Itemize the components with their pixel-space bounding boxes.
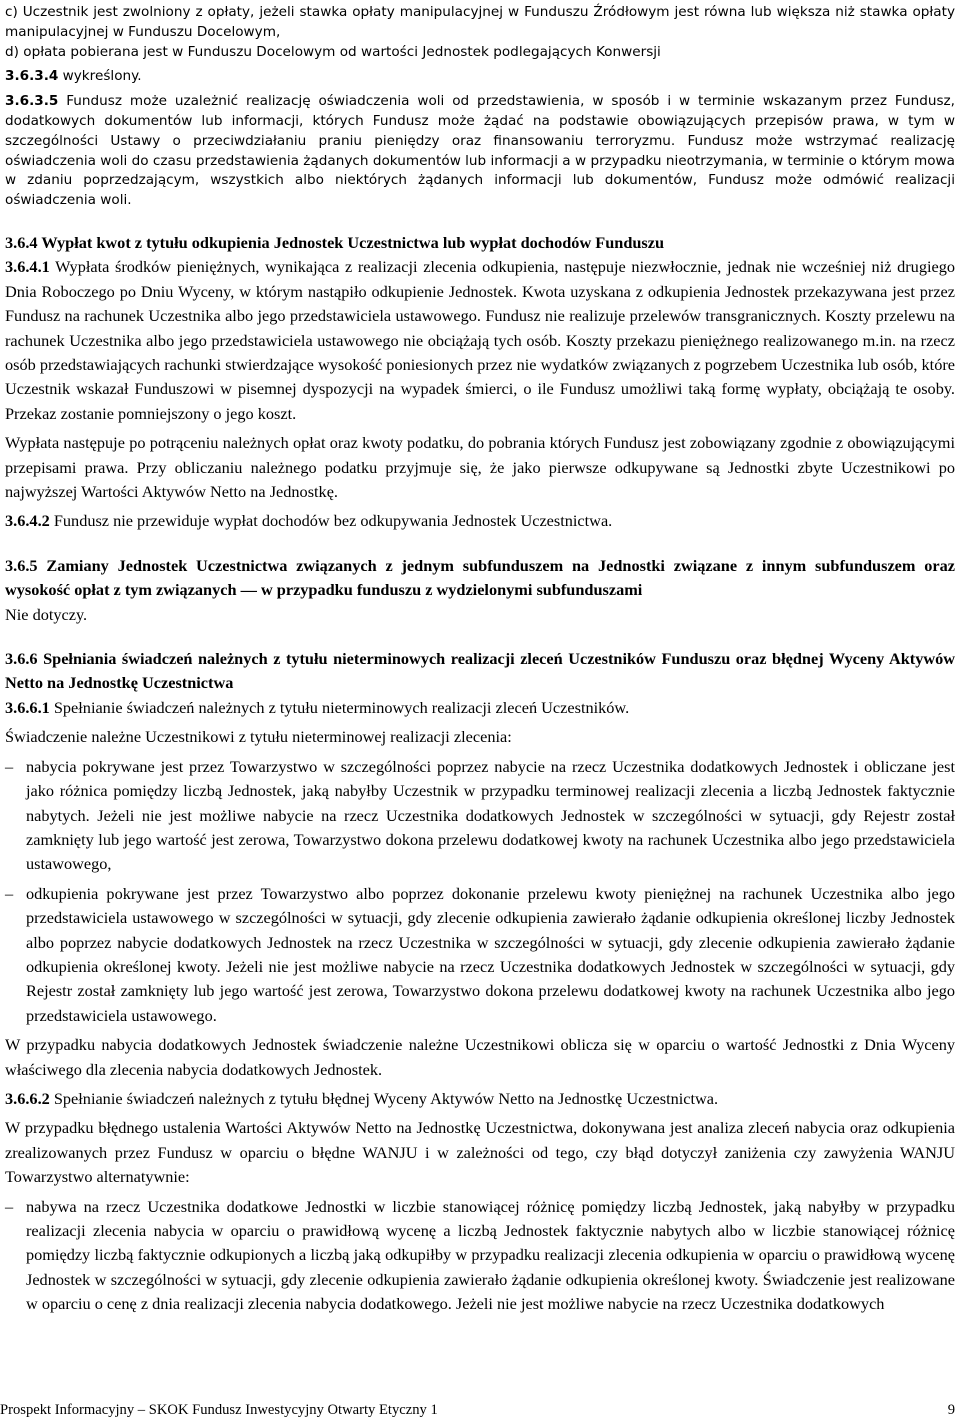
section-number: 3.6.3.4 [5,68,59,85]
dash-item-text: nabycia pokrywane jest przez Towarzystwo w szczególności poprzez nabycie na rzecz Uczestnika dodatkowych Jednostek i obliczane jest jako różnica pomiędzy liczbą Jednostek, jaką nabyłby Uczestnik w przypadku terminowej realizacji zlecenia a liczbą Jednostek faktycznie nabytych. Jeżeli nie jest możliwe nabycie na rzecz Uczestnika dodatkowych Jednostek w szczególności w sytuacji, gdy Rejestr został zamknięty lub jego wartość jest zerowa, Towarzystwo dokona przelewu dodatkowej kwoty na rachunek Uczestnika albo jego przedstawiciela ustawowego, [26,756,955,874]
list-c-d [5,3,955,62]
dash-item-text: odkupienia pokrywane jest przez Towarzystwo albo poprzez dokonanie przelewu kwoty pieniężnej na rachunek Uczestnika albo jego przedstawiciela ustawowego w szczególności w sytuacji, gdy zlecenie odkupienia zawierało żądanie odkupienia określonej liczby Jednostek albo poprzez nabycie dodatkowych Jednostek na rzecz Uczestnika w szczególności w sytuacji, gdy zlecenie odkupienia zawierało żądanie odkupienia określonej kwoty. Jeżeli nie jest możliwe nabycie na rzecz Uczestnika dodatkowych Jednostek w szczególności w sytuacji, gdy Rejestr został zamknięty lub jego wartość jest zerowa, Towarzystwo dokona przelewu dodatkowej kwoty na rachunek Uczestnika albo jego przedstawiciela ustawowego. [26,883,955,1025]
paragraph-wyplata: Wypłata następuje po potrąceniu należnych opłat oraz kwoty podatku, do pobrania których Fundusz jest zobowiązany zgodnie z obowiązującymi przepisami prawa. Przy obliczaniu należnego podatku przyjmuje się, że jako pierwsze odkupywane są Jednostki zbyte Uczestnikowi po najwyższej Wartości Aktywów Netto na Jednostkę. [5,433,955,502]
paragraph-w-przypadku-bledu: W przypadku błędnego ustalenia Wartości Aktywów Netto na Jednostkę Uczestnictwa, dokonywana jest analiza zleceń nabycia oraz odkupienia zrealizowanych przez Fundusz w oparciu o błędne WANJU i w zależności od tego, czy błąd dotyczył zaniżenia czy zawyżenia WANJU Towarzystwo alternatywnie: [5,1118,955,1187]
dash-item-odkupienia [5,882,955,1028]
paragraph-3-6-6-2 [5,1087,955,1111]
section-text: Fundusz może uzależnić realizację oświadczenia woli od przedstawienia, w sposób i w terminie wskazanym przez Fundusz, dodatkowych dokumentów lub informacji, których Fundusz może żądać na podstawie obowiązujących przepisów prawa, w tym w szczególności Ustawy o przeciwdziałaniu praniu pieniędzy oraz finansowaniu terroryzmu. Fundusz może wstrzymać realizację oświadczenia woli do czasu przedstawienia żądanych dokumentów lub informacji a w przypadku nieotrzymania, w terminie o którym mowa w zdaniu poprzedzającym, wszystkich albo niektórych żądanych informacji lub dokumentów, Fundusz może odmówić realizacji oświadczenia woli. [5,93,955,209]
heading-3-6-5: 3.6.5 Zamiany Jednostek Uczestnictwa związanych z jednym subfunduszem na Jednostki związane z innym subfunduszem oraz wysokość opłat z tym związanych — w przypadku funduszu z wydzielonymi subfunduszami [5,555,955,600]
paragraph-3-6-6-1 [5,696,955,720]
section-number: 3.6.3.5 [5,93,59,110]
dash-bullet: – [5,883,14,903]
section-number: 3.6.6.1 [5,697,50,717]
dash-item-nabycia [5,755,955,877]
section-text: Spełnianie świadczeń należnych z tytułu błędnej Wyceny Aktywów Netto na Jednostkę Uczestnictwa. [49,1088,719,1108]
section-number: 3.6.4.1 [5,257,50,277]
paragraph-3-6-4-1 [5,255,955,426]
paragraph-swiadczenie: Świadczenie należne Uczestnikowi z tytułu nieterminowej realizacji zlecenia: [5,727,512,747]
section-text: Wypłata środków pieniężnych, wynikająca z realizacji zlecenia odkupienia, następuje niezwłocznie, jednak nie wcześniej niż drugiego Dnia Roboczego po Dniu Wyceny, w którym nastąpiło odkupienie Jednostek. Kwota uzyskana z odkupienia Jednostek przekazywana jest przez Fundusz na rachunek Uczestnika albo jego przedstawiciela ustawowego. Fundusz nie realizuje przelewów transgranicznych. Koszty przelewu na rachunek Uczestnika albo jego przedstawiciela ustawowego nie obciążają tych osób. Koszty przekazu pieniężnego realizowanego m.in. na rzecz osób przedstawiających rachunki stwierdzające wysokość poniesionych przez nie wydatków związanych z pogrzebem Uczestnika lub osób, które Uczestnik wskazał Funduszowi w pisemnej dyspozycji na wypadek śmierci, o ile Fundusz umożliwi taką formę wypłaty, obciążają te osoby. Przekaz zostanie pomniejszony o jego koszt. [5,257,955,423]
dash-item-text: nabywa na rzecz Uczestnika dodatkowe Jednostki w liczbie stanowiącej różnicę pomiędzy liczbą Jednostek, jaką nabyłby w przypadku realizacji zlecenia nabycia w oparciu o prawidłową wycenę a liczbą Jednostek faktycznie nabytych albo w liczbie stanowiącej różnicę pomiędzy liczbą faktycznie odkupionych a liczbą jaką odkupiłby w przypadku realizacji zlecenia odkupienia w oparciu o prawidłową wycenę Jednostek w szczególności w sytuacji, gdy zlecenie odkupienia zawierało żądanie odkupienia określonej kwoty. Świadczenie jest realizowane w oparciu o cenę z dnia realizacji zlecenia nabycia dodatkowego. Jeżeli nie jest możliwe nabycie na rzecz Uczestnika dodatkowych [26,1196,955,1314]
heading-3-6-6: 3.6.6 Spełniania świadczeń należnych z tytułu nieterminowych realizacji zleceń Uczestników Funduszu oraz błędnej Wyceny Aktywów Netto na Jednostkę Uczestnictwa [5,649,955,693]
list-item-d: d) opłata pobierana jest w Funduszu Docelowym od wartości Jednostek podlegających Konwersji [5,43,661,60]
paragraph-w-przypadku-nabycia: W przypadku nabycia dodatkowych Jednostek świadczenie należne Uczestnikowi oblicza się w oparciu o wartość Jednostki z Dnia Wyceny właściwego dla zlecenia nabycia dodatkowych Jednostek. [5,1035,955,1079]
section-text: Spełnianie świadczeń należnych z tytułu nieterminowych realizacji zleceń Uczestników. [49,697,630,717]
section-number: 3.6.6.2 [5,1088,50,1108]
paragraph-3-6-3-5 [5,92,955,211]
section-number: 3.6.4.2 [5,511,50,531]
heading-3-6-4: 3.6.4 Wypłat kwot z tytułu odkupienia Jednostek Uczestnictwa lub wypłat dochodów Funduszu [5,232,665,252]
footer-title: Prospekt Informacyjny – SKOK Fundusz Inwestycyjny Otwarty Etyczny 1 [0,1402,438,1418]
list-item-c: c) Uczestnik jest zwolniony z opłaty, jeżeli stawka opłaty manipulacyjnej w Funduszu Źródłowym jest równa lub większa niż stawka opłaty manipulacyjnej w Funduszu Docelowym, [5,4,955,40]
section-text: Fundusz nie przewiduje wypłat dochodów bez odkupywania Jednostek Uczestnictwa. [49,511,613,531]
dash-bullet: – [5,756,14,776]
section-text: wykreślony. [58,68,142,85]
page-content [5,0,955,1317]
paragraph-3-6-4-2 [5,509,955,533]
paragraph-3-6-3-4 [5,67,955,87]
paragraph-nie-dotyczy: Nie dotyczy. [5,604,88,624]
dash-bullet: – [5,1196,14,1216]
dash-item-nabywa [5,1195,955,1317]
page-number: 9 [947,1402,955,1418]
